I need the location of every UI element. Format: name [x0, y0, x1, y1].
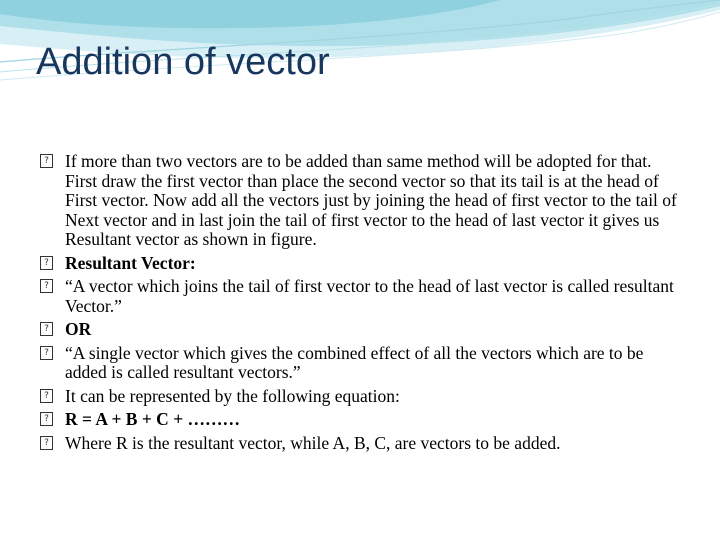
bullet-item [40, 434, 680, 454]
bullet-item [40, 277, 680, 316]
bullet-item [40, 152, 680, 250]
missing-glyph-box-icon: ? [40, 322, 53, 336]
bullet-text: “A single vector which gives the combined effect of all the vectors which are to be added is called resultant vectors.” [65, 342, 644, 382]
missing-glyph-box-icon: ? [40, 279, 53, 293]
bullet-item [40, 344, 680, 383]
bullet-list [40, 152, 680, 457]
bullet-item [40, 254, 680, 274]
missing-glyph-box-icon: ? [40, 154, 53, 168]
bullet-text: R = A + B + C + ……… [65, 409, 241, 429]
missing-glyph-box-icon: ? [40, 256, 53, 270]
missing-glyph-box-icon: ? [40, 389, 53, 403]
missing-glyph-box-icon: ? [40, 412, 53, 426]
bullet-text: It can be represented by the following equation: [65, 385, 400, 406]
bullet-item [40, 410, 680, 430]
bullet-text: Where R is the resultant vector, while A, B, C, are vectors to be added. [65, 432, 561, 453]
bullet-text: If more than two vectors are to be added than same method will be adopted for that. First draw the first vector than place the second vector so that its tail is at the head of First vector. Now add all the vectors just by joining the head of first vector to the tail of Next vector and in last join the tail of first vector to the head of last vector it gives us Resultant vector as shown in figure. [65, 151, 677, 249]
bullet-text: Resultant Vector: [65, 252, 196, 273]
missing-glyph-box-icon: ? [40, 346, 53, 360]
missing-glyph-box-icon: ? [40, 436, 53, 450]
slide-title: Addition of vector [36, 41, 330, 83]
bullet-text: “A vector which joins the tail of first vector to the head of last vector is called resultant Vector.” [65, 276, 674, 316]
bullet-text: OR [65, 319, 92, 339]
bullet-item [40, 387, 680, 407]
bullet-item [40, 320, 680, 340]
